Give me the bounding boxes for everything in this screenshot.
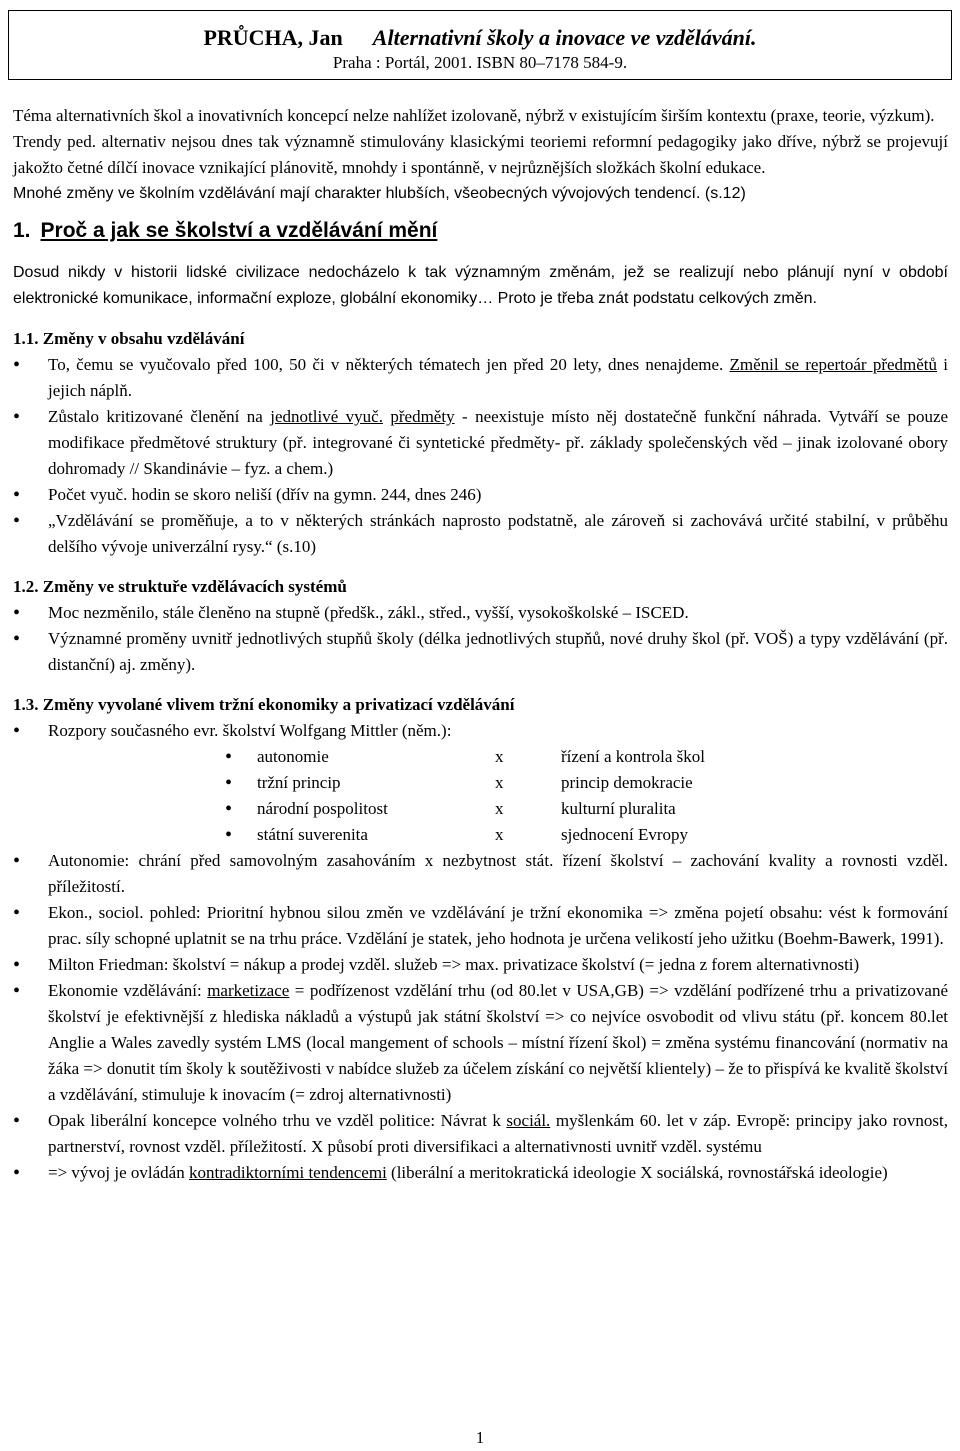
list-item-text: => vývoj je ovládán xyxy=(48,1163,185,1182)
list-item: • Ekon., sociol. pohled: Prioritní hybnou silou změn ve vzdělávání je tržní ekonomika => změna pojetí obsahu: vést k formování prac. síly schopné uplatnit se na trhu práce. Vzdělání je statek, jeho hodnota je určena velikostí jeho užitku (Boehm-Bawerk, 1991). xyxy=(13,900,948,952)
section-1-2-list xyxy=(13,600,948,678)
list-item-text: - neexistuje místo něj dostatečně funkční náhrada. Vytváří se pouze modifikace předmětové struktury (př. integrované či syntetické předměty- př. základy společenských věd – jinak izolované obory dohromady // Skandinávie – fyz. a chem.) xyxy=(48,407,949,478)
contradiction-versus: x xyxy=(495,773,504,792)
section-1-2-title: Změny ve struktuře vzdělávacích systémů xyxy=(42,577,347,596)
contradiction-row xyxy=(13,796,948,822)
list-item: • Autonomie: chrání před samovolným zasahováním x nezbytnost stát. řízení školství – zachování kvality a rovnosti vzděl. příležitostí. xyxy=(13,848,948,900)
section-1-2-heading xyxy=(13,574,948,600)
section-1-3-heading xyxy=(13,692,948,718)
list-item: • Milton Friedman: školství = nákup a prodej vzděl. služeb => max. privatizace školství (= jedna z forem alternativnosti) xyxy=(13,952,948,978)
citation-header xyxy=(8,10,952,80)
contradiction-versus: x xyxy=(495,799,504,818)
list-item-text: Ekonomie vzdělávání: xyxy=(48,981,202,1000)
list-item-text: myšlenkám 60. let v záp. Evropě: principy jako rovnost, partnerství, rovnost vzděl. příležitostí. X působí proti diversifikaci a alternativnosti uvnitř vzděl. systému xyxy=(48,1111,949,1156)
list-item-underlined: marketizace xyxy=(207,981,290,1000)
contradiction-right: kulturní pluralita xyxy=(561,799,676,818)
section-1-heading xyxy=(13,216,948,246)
list-item-text: Opak liberální koncepce volného trhu ve vzděl politice: Návrat k xyxy=(48,1111,501,1130)
contradiction-right: princip demokracie xyxy=(561,773,693,792)
contradiction-left: • státní suverenita xyxy=(257,825,368,844)
contradiction-versus: x xyxy=(495,825,504,844)
list-item: • Významné proměny uvnitř jednotlivých stupňů školy (délka jednotlivých stupňů, nové druhy škol (př. VOŠ) a typy vzdělávání (př. distanční) aj. změny). xyxy=(13,626,948,678)
intro-paragraph-2: Trendy ped. alternativ nejsou dnes tak významně stimulovány klasickými teoriemi reformní pedagogiky jako dříve, nýbrž se projevují jakožto četné dílčí inovace vznikající plánovitě, mnohdy i spontánně, v nejrůznějších složkách školní edukace. xyxy=(13,132,948,177)
list-item xyxy=(13,352,948,404)
citation-author: PRŮCHA, Jan xyxy=(203,25,343,50)
contradiction-left: • tržní princip xyxy=(257,773,341,792)
list-item: • „Vzdělávání se proměňuje, a to v některých stránkách naprosto podstatně, ale zároveň si zachovává určité stabilní, v průběhu delšího vývoje univerzální rysy.“ (s.10) xyxy=(13,508,948,560)
list-item-text: = podřízenost vzdělání trhu (od 80.let v USA,GB) => vzdělání podřízené trhu a privatizované školství je efektivnější z hlediska nákladů a výstupů jak státní školství => co nejvíce osvobodit od vlivu státu (př. koncem 80.let Anglie a Wales zavedly systém LMS (local mangement of schools – místní řízení škol) = změna systému financování (normativ na žáka => donutit tím školy k soutěživosti v nabídce služeb za účelem získání co největší klientely) – že to přispívá ke kvalitě školství a vzdělávání, stimuluje k inovacím (= zdroj alternativnosti) xyxy=(48,981,949,1104)
contradiction-right: řízení a kontrola škol xyxy=(561,747,705,766)
list-item-text: i jejich náplň. xyxy=(48,355,949,400)
intro-paragraph-1: Téma alternativních škol a inovativních koncepcí nelze nahlížet izolovaně, nýbrž v existujícím širším kontextu (praxe, teorie, výzkum). xyxy=(13,106,935,125)
list-item-text: (liberální a meritokratická ideologie X sociálská, rovnostářská ideologie) xyxy=(391,1163,888,1182)
contradiction-row xyxy=(13,822,948,848)
list-item: • Rozpory současného evr. školství Wolfgang Mittler (něm.): xyxy=(13,718,948,744)
section-1-number: 1. xyxy=(13,219,31,242)
intro-paragraph-3: Mnohé změny ve školním vzdělávání mají charakter hlubších, všeobecných vývojových tendencí. (s.12) xyxy=(13,185,746,202)
section-1-3-number: 1.3. xyxy=(13,695,39,714)
section-1-3-title: Změny vyvolané vlivem tržní ekonomiky a privatizací vzdělávání xyxy=(42,695,515,714)
section-1-1-heading xyxy=(13,326,948,352)
section-1-1-list xyxy=(13,352,948,560)
contradiction-left: • národní pospolitost xyxy=(257,799,388,818)
contradiction-versus: x xyxy=(495,747,504,766)
list-item-underlined: kontradiktorními tendencemi xyxy=(188,1163,387,1182)
list-item xyxy=(13,404,948,482)
list-item-underlined: sociál. xyxy=(506,1111,551,1130)
list-item xyxy=(13,1160,948,1186)
list-item-text: Zůstalo kritizované členění na xyxy=(48,407,263,426)
list-item-text: To, čemu se vyučovalo před 100, 50 či v některých tématech jen před 20 lety, dnes nenajdeme. xyxy=(48,355,724,374)
list-item xyxy=(13,978,948,1108)
section-1-2-number: 1.2. xyxy=(13,577,39,596)
section-1-3-list-continued xyxy=(13,848,948,1186)
citation-title-line xyxy=(9,25,951,51)
section-1-3-list xyxy=(13,718,948,744)
section-1-text: Dosud nikdy v historii lidské civilizace nedocházelo k tak významným změnám, jež se realizují nebo plánují nyní v období elektronické komunikace, informační exploze, globální ekonomiky… Proto je třeba znát podstatu celkových změn. xyxy=(13,264,948,307)
list-item-underlined: jednotlivé vyuč. xyxy=(270,407,383,426)
citation-book-title: Alternativní školy a inovace ve vzdělávání. xyxy=(372,25,757,50)
contradiction-left: • autonomie xyxy=(257,747,329,766)
document-body xyxy=(13,103,948,1186)
section-1-1-number: 1.1. xyxy=(13,329,39,348)
page-number: 1 xyxy=(475,1428,485,1447)
contradiction-row xyxy=(13,744,948,770)
contradiction-row xyxy=(13,770,948,796)
section-1-title: Proč a jak se školství a vzdělávání mění xyxy=(40,219,438,242)
contradiction-right: sjednocení Evropy xyxy=(561,825,688,844)
list-item-underlined: předměty xyxy=(390,407,455,426)
list-item: • Počet vyuč. hodin se skoro neliší (dřív na gymn. 244, dnes 246) xyxy=(13,482,948,508)
section-1-1-title: Změny v obsahu vzdělávání xyxy=(42,329,245,348)
list-item xyxy=(13,1108,948,1160)
contradictions-table xyxy=(13,744,948,848)
list-item-underlined: Změnil se repertoár předmětů xyxy=(729,355,938,374)
citation-publication: Praha : Portál, 2001. ISBN 80–7178 584-9. xyxy=(332,53,628,72)
list-item: • Moc nezměnilo, stále členěno na stupně (předšk., zákl., střed., vyšší, vysokoškolské – ISCED. xyxy=(13,600,948,626)
